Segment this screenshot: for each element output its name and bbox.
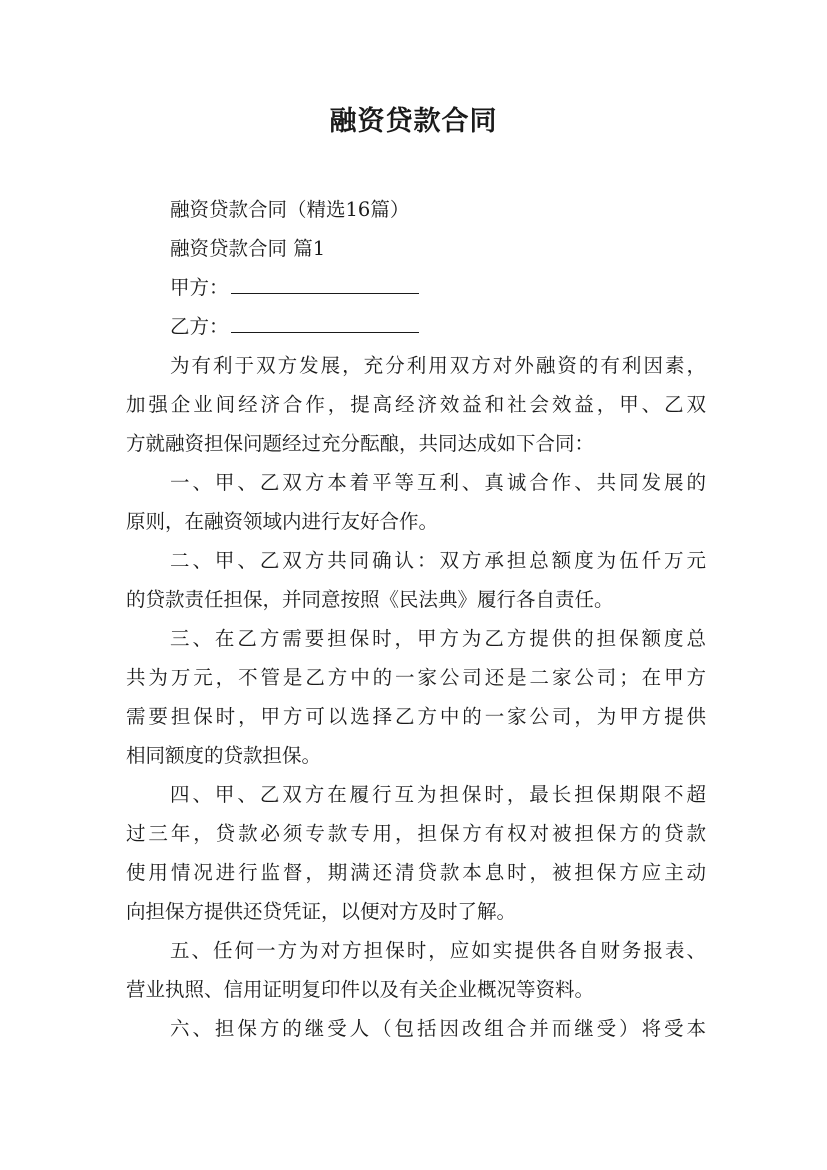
party-b-label: 乙方： [170,315,229,338]
paragraph-line: 为有利于双方发展，充分利用双方对外融资的有利因素， [170,354,706,377]
paragraph-line: 六、担保方的继受人（包括因改组合并而继受）将受本 [170,1017,706,1040]
paragraph-line: 相同额度的贷款担保。 [126,744,322,767]
paragraph-line: 向担保方提供还贷凭证，以便对方及时了解。 [126,900,517,923]
document-title: 融资贷款合同 [329,106,498,137]
document-body [126,190,706,1048]
paragraph-line: 营业执照、信用证明复印件以及有关企业概况等资料。 [126,978,595,1001]
paragraph-line: 原则，在融资领域内进行友好合作。 [126,510,439,533]
document-subtitle: 融资贷款合同（精选16篇） [170,198,410,221]
paragraph-line: 三、在乙方需要担保时，甲方为乙方提供的担保额度总 [170,627,706,650]
party-b-line [126,307,706,346]
paragraph-line: 使用情况进行监督，期满还清贷款本息时，被担保方应主动 [126,861,706,884]
paragraph-line: 需要担保时，甲方可以选择乙方中的一家公司，为甲方提供 [126,705,706,728]
paragraph-line: 五、任何一方为对方担保时，应如实提供各自财务报表、 [170,939,706,962]
paragraph-line: 方就融资担保问题经过充分酝酿，共同达成如下合同： [126,432,595,455]
party-a-label: 甲方： [170,276,229,299]
paragraph-line: 一、甲、乙双方本着平等互利、真诚合作、共同发展的 [170,471,706,494]
paragraph-line: 的贷款责任担保，并同意按照《民法典》履行各自责任。 [126,588,614,611]
paragraph-line: 过三年，贷款必须专款专用，担保方有权对被担保方的贷款 [126,822,706,845]
party-a-line [126,268,706,307]
party-a-blank [231,271,419,294]
section-heading: 融资贷款合同 篇1 [170,237,326,260]
paragraph-line: 加强企业间经济合作，提高经济效益和社会效益，甲、乙双 [126,393,706,416]
party-b-blank [231,310,419,333]
paragraph-line: 二、甲、乙双方共同确认：双方承担总额度为伍仟万元 [170,549,706,572]
paragraph-line: 四、甲、乙双方在履行互为担保时，最长担保期限不超 [170,783,706,806]
paragraph-line: 共为万元，不管是乙方中的一家公司还是二家公司；在甲方 [126,666,706,689]
